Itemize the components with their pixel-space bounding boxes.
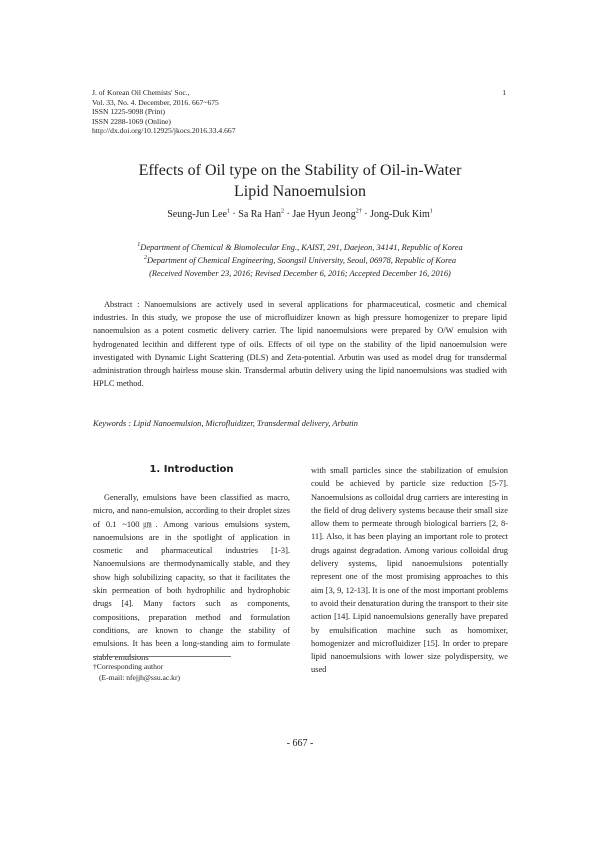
affiliation-1-mark: 1 [137, 242, 141, 249]
issn-print: ISSN 1225-9098 (Print) [92, 107, 165, 117]
right-column [311, 464, 508, 677]
journal-name: J. of Korean Oil Chemists' Soc., [92, 88, 190, 97]
author-1: Seung-Jun Lee [167, 209, 227, 220]
footnote-email[interactable]: (E-mail: nfejjh@ssu.ac.kr) [99, 673, 181, 682]
abstract-separator: : [132, 300, 145, 309]
abstract [93, 298, 507, 390]
intro-paragraph-left: Generally, emulsions have been classified as macro, micro, and nano-emulsion, according to their droplet sizes of 0.1 ~100㎛. Among various emulsions system, nanoemulsions are in the spotlight of application in cosmetic and pharmaceutical industries [1-3]. Nanoemulsions are thermodynamically stable, and they show high solubilizing capacity, so that it facilitates the skin permeation of both hydrophilic and hydrophobic drugs [4]. Many factors such as components, compositions, preparation method and formulation conditions, are known to change the stability of emulsions. It has been a long-standing aim to formulate stable emulsions [93, 493, 290, 662]
doi-link[interactable]: http://dx.doi.org/10.12925/jkocs.2016.33.4.667 [92, 126, 236, 136]
keywords-label: Keywords [93, 419, 127, 428]
volume-info: Vol. 33, No. 4. December, 2016. 667~675 [92, 97, 219, 107]
page-folio: - 667 - [286, 738, 314, 749]
footnote-label: Corresponding author [96, 662, 164, 671]
affiliation-1 [60, 241, 540, 254]
keywords-separator: : [126, 419, 134, 428]
affiliations [60, 241, 540, 280]
journal-header [92, 88, 236, 136]
abstract-text: Nanoemulsions are actively used in several applications for pharmaceutical, cosmetic and chemical industries. In this study, we propose the use of microfluidizer known as high pressure homogenizer to prepare lipid nanoemulsion as a potent cosmetic delivery carrier. The lipid nanoemulsions were prepared by O/W emulsion with hydrogenated lecithin and different type of oils. Effects of oil type on the stability of the lipid nanoemulsion were investigated with Dynamic Light Scattering (DLS) and Zeta-potential. Arbutin was used as model drug for transdermal administration through hairless mouse skin. Transdermal arbutin delivery using the lipid nanoemulsions was studied with HPLC method. [93, 300, 508, 389]
keywords [93, 419, 507, 428]
author-separator: · [229, 209, 239, 220]
author-separator: · [361, 209, 371, 220]
author-1-affil: 1 [226, 208, 230, 215]
author-4: Jong-Duk Kim [370, 209, 430, 220]
footnote-mark: † [93, 662, 97, 671]
author-list [60, 209, 540, 220]
received-dates: (Received November 23, 2016; Revised December 6, 2016; Accepted December 16, 2016) [149, 269, 451, 278]
keywords-text: Lipid Nanoemulsion, Microfluidizer, Transdermal delivery, Arbutin [133, 419, 358, 428]
affiliation-2-mark: 2 [143, 255, 147, 262]
author-separator: · [284, 209, 293, 220]
issn-online: ISSN 2288-1069 (Online) [92, 116, 171, 126]
affiliation-2 [60, 254, 540, 267]
author-2: Sa Ra Han [238, 209, 282, 220]
abstract-label: Abstract [104, 300, 133, 309]
affiliation-1-text: Department of Chemical & Biomolecular Eng., KAIST, 291, Daejeon, 34141, Republic of Korea [140, 243, 463, 252]
footnote-divider [93, 656, 231, 657]
footnote [93, 661, 180, 683]
author-2-affil: 2 [281, 208, 285, 215]
section-heading: 1. Introduction [149, 464, 234, 475]
intro-paragraph-right: with small particles since the stabilization of emulsion could be achieved by particle size reduction [5-7]. Nanoemulsions as colloidal drug carriers are interesting in the field of drug delivery systems because their small size allow them to permeate through biological barriers [2, 8-11]. Also, it has been playing an important role to protect drugs against degradation. Among various colloidal drug delivery systems, lipid nanoemulsions potentially represent one of the most promising approaches to this aim [3, 9, 12-13]. It is one of the most important problems to avoid their denaturation during the transport to their site action [14]. Lipid nanoemulsions generally have prepared by emulsification machine such as homomixer, homogenizer and microfluidizer [15]. In order to prepare lipid nanoemulsions with lower size polydispersity, we used [311, 466, 508, 675]
title-line-2: Lipid Nanoemulsion [234, 183, 366, 200]
paper-title [60, 160, 540, 202]
left-column [93, 464, 290, 664]
author-4-affil: 1 [429, 208, 433, 215]
page-number: 1 [502, 88, 506, 97]
author-3-affil: 2† [355, 208, 362, 215]
affiliation-2-text: Department of Chemical Engineering, Soongsil University, Seoul, 06978, Republic of Korea [146, 256, 457, 265]
title-line-1: Effects of Oil type on the Stability of Oil-in-Water [138, 162, 462, 179]
author-3: Jae Hyun Jeong [292, 209, 356, 220]
